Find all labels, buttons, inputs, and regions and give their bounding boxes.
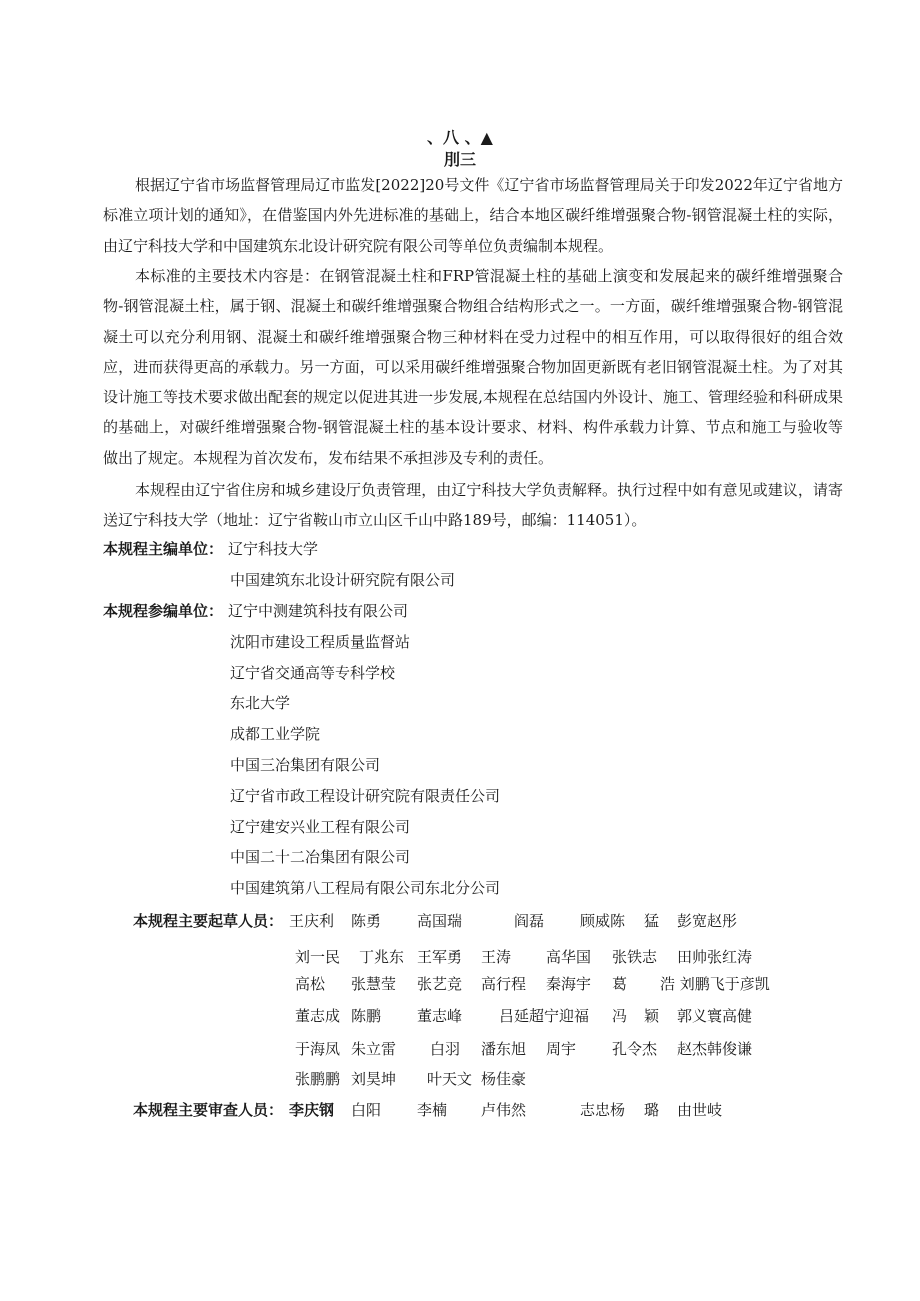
drafter-name: 赵杰韩俊谦 [677,1040,753,1058]
drafter-name: 王军勇 [417,948,463,966]
participating-unit: 中国三冶集团有限公司 [230,756,381,774]
chief-editor-unit: 中国建筑东北设计研究院有限公司 [230,571,456,589]
reviewer-name: 由世岐 [677,1101,723,1119]
page-title: 刖三 [443,150,476,169]
drafter-name: 阎磊 [514,912,545,930]
drafter-name: 张慧莹 [351,975,397,993]
paragraph-3: 本规程由辽宁省住房和城乡建设厅负责管理，由辽宁科技大学负责解释。执行过程中如有意见或建议，请寄送辽宁科技大学（地址：辽宁省鞍山市立山区千山中路189号，邮编：114051）。 [103,481,843,530]
reviewer-name: 璐 [644,1101,660,1119]
participating-unit: 辽宁建安兴业工程有限公司 [230,818,411,836]
drafter-name: 叶天文 [427,1070,473,1088]
drafter-name: 张铁志 [612,948,658,966]
drafter-name: 高国瑞 [417,912,463,930]
drafter-name: 刘一民 [295,948,341,966]
participating-unit: 中国建筑第八工程局有限公司东北分公司 [230,879,501,897]
drafter-name: 王涛 [481,948,512,966]
drafter-name: 张艺竞 [417,975,463,993]
header-decor: 、八 、▲ [427,128,493,147]
drafter-name: 董志成 [295,1007,341,1025]
reviewer-name: 白阳 [351,1101,382,1119]
drafter-name: 高华国 [546,948,592,966]
drafter-name: 周宇 [546,1040,577,1058]
drafter-name: 葛 [612,975,628,993]
drafter-name: 彭宽赵彤 [677,912,738,930]
participating-unit: 成都工业学院 [230,725,321,743]
drafter-name: 刘昊坤 [351,1070,397,1088]
drafter-name: 丁兆东 [359,948,405,966]
participating-unit: 中国二十二冶集团有限公司 [230,848,411,866]
drafter-name: 潘东旭 [481,1040,527,1058]
drafters-label: 本规程主要起草人员： [133,912,284,930]
drafter-name: 陈鹏 [351,1007,382,1025]
drafter-name: 高行程 [481,975,527,993]
drafter-name: 白羽 [430,1040,461,1058]
drafter-name: 高松 [295,975,326,993]
drafter-name: 顾威陈 [580,912,626,930]
drafter-name: 董志峰 [417,1007,463,1025]
reviewer-name: 李庆钢 [289,1101,335,1119]
drafter-name: 杨佳豪 [481,1070,527,1088]
participating-unit: 辽宁省交通高等专科学校 [230,664,396,682]
chief-editor-label: 本规程主编单位： [103,540,224,558]
drafter-name: 孔令杰 [612,1040,658,1058]
chief-editor-unit: 辽宁科技大学 [228,540,319,558]
reviewer-name: 卢伟然 [481,1101,527,1119]
reviewer-name: 李楠 [417,1101,448,1119]
participating-unit-label: 本规程参编单位： [103,602,224,620]
drafter-name: 吕延超宁迎福 [499,1007,590,1025]
drafter-name: 田帅张红涛 [677,948,753,966]
paragraph-1: 根据辽宁省市场监督管理局辽市监发[2022]20号文件《辽宁省市场监督管理局关于印发2022年辽宁省地方标准立项计划的通知》，在借鉴国内外先进标准的基础上，结合本地区碳纤维增强聚合物-钢管混凝土柱的实际，由辽宁科技大学和中国建筑东北设计研究院有限公司等单位负责编制本规程。 [103,176,843,255]
drafter-name: 秦海宇 [546,975,592,993]
paragraph-2: 本标准的主要技术内容是：在钢管混凝土柱和FRP管混凝土柱的基础上演变和发展起来的碳纤维增强聚合物-钢管混凝土柱，属于钢、混凝土和碳纤维增强聚合物组合结构形式之一。一方面，碳纤维增强聚合物-钢管混凝土可以充分利用钢、混凝土和碳纤维增强聚合物三种材料在受力过程中的相互作用，可以取得很好的组合效应，进而获得更高的承载力。另一方面，可以采用碳纤维增强聚合物加固更新既有老旧钢管混凝土柱。为了对其设计施工等技术要求做出配套的规定以促进其进一步发展,本规程在总结国内外设计、施工、管理经验和科研成果的基础上，对碳纤维增强聚合物-钢管混凝土柱的基本设计要求、材料、构件承载力计算、节点和施工与验收等做出了规定。本规程为首次发布，发布结果不承担涉及专利的责任。 [103,267,843,467]
reviewers-label: 本规程主要审查人员： [133,1101,284,1119]
participating-unit: 沈阳市建设工程质量监督站 [230,633,411,651]
drafter-name: 陈勇 [351,912,382,930]
participating-unit: 辽宁中测建筑科技有限公司 [228,602,409,620]
drafter-name: 于海凤 [295,1040,341,1058]
drafter-name: 朱立雷 [351,1040,397,1058]
drafter-name: 浩 刘鹏飞于彦凯 [660,975,770,993]
drafter-name: 猛 [644,912,660,930]
drafter-name: 张鹏鹏 [295,1070,341,1088]
participating-unit: 辽宁省市政工程设计研究院有限责任公司 [230,787,501,805]
drafter-name: 郭义寰高健 [677,1007,753,1025]
drafter-name: 颖 [644,1007,660,1025]
drafter-name: 冯 [612,1007,628,1025]
participating-unit: 东北大学 [230,694,291,712]
reviewer-name: 志忠杨 [580,1101,626,1119]
drafter-name: 王庆利 [289,912,335,930]
